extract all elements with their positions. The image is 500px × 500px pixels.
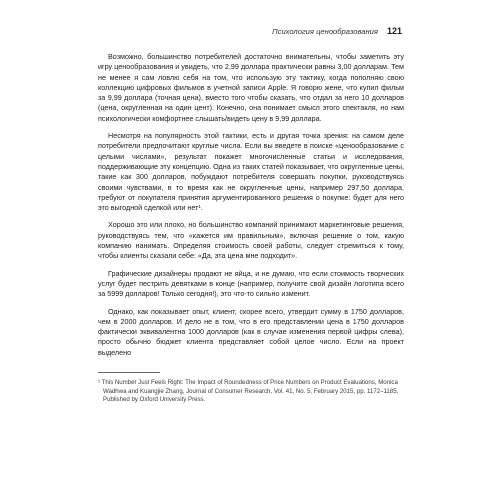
paragraph: Графические дизайнеры продают не яйца, и не думаю, что если стоимость творческих услуг будет пестрить девятками в конце (например, получите свой дизайн логотипа всего за 5999 долларов! Только сегодня!), это что-то сильно изменит. xyxy=(98,268,404,299)
paragraph: Несмотря на популярность этой тактики, есть и другая точка зрения: на самом деле потребители предпочитают круглые числа. Если вы введете в поиске «ценообразование с целыми числами», результат покажет многочисленные статьи и исследования, поддерживающие эту концепцию. Одна из таких статей показывает, что округленные цены, такие как 300 долларов, побуждают потребителя совершать покупки, руководствуясь своими чувствами, в то время как не округленные цены, например 297,50 доллара, требуют от покупателя принятия аргументированного решения о покупке: будет для него это выгодной сделкой или нет¹. xyxy=(98,131,404,213)
body-text xyxy=(98,52,404,405)
footnote: ¹ This Number Just Feels Right: The Impact of Roundedness of Price Numbers on Product Evaluations, Monica Wadhwa and Kuangjie Zhang, Journal of Consumer Research, Vol. 41, No. 5, February 2015, pp. 1172–1185, Published by Oxford University Press. xyxy=(98,379,399,404)
paragraph: Хорошо это или плохо, но большинство компаний принимают маркетинговые решения, руководствуясь тем, что «кажется им правильным», включая решение о том, какую компанию нанимать. Определяя стоимость своей работы, следует стремиться к тому, чтобы клиенты сказали себе: «Да, эта цена мне подходит». xyxy=(98,220,404,261)
running-head xyxy=(96,26,402,36)
page-number: 121 xyxy=(386,26,402,36)
running-title: Психология ценообразования xyxy=(272,27,378,36)
paragraph: Однако, как показывает опыт, клиент, скорее всего, утвердит сумму в 1750 долларов, чем в 2000 долларов. И дело не в том, что в его представлении цена в 1750 долларов фактически эквивалентна 1000 долларов (как в случае изменения первой цифры слева), просто обычно бюджет клиента представляет собой целое число. Если на проект выделено xyxy=(98,306,404,357)
footnote-divider xyxy=(98,372,160,373)
paragraph: Возможно, большинство потребителей достаточно внимательны, чтобы заметить эту игру ценообразования и увидеть, что 2,99 доллара практически равны 3,00 долларам. Тем не менее я сам ловлю себя на том, что использую эту тактику, когда пополняю свою коллекцию цифровых фильмов в учетной записи Apple. Я говорю жене, что купил фильм за 9,99 доллара (точная цена), вместо того чтобы сказать, что отдал за него 10 долларов (цена, округленная на один цент). Конечно, она понимает смысл этого спектакля, но нам психологически комфортнее слышать/видеть цену в 9,99 доллара. xyxy=(98,52,404,123)
